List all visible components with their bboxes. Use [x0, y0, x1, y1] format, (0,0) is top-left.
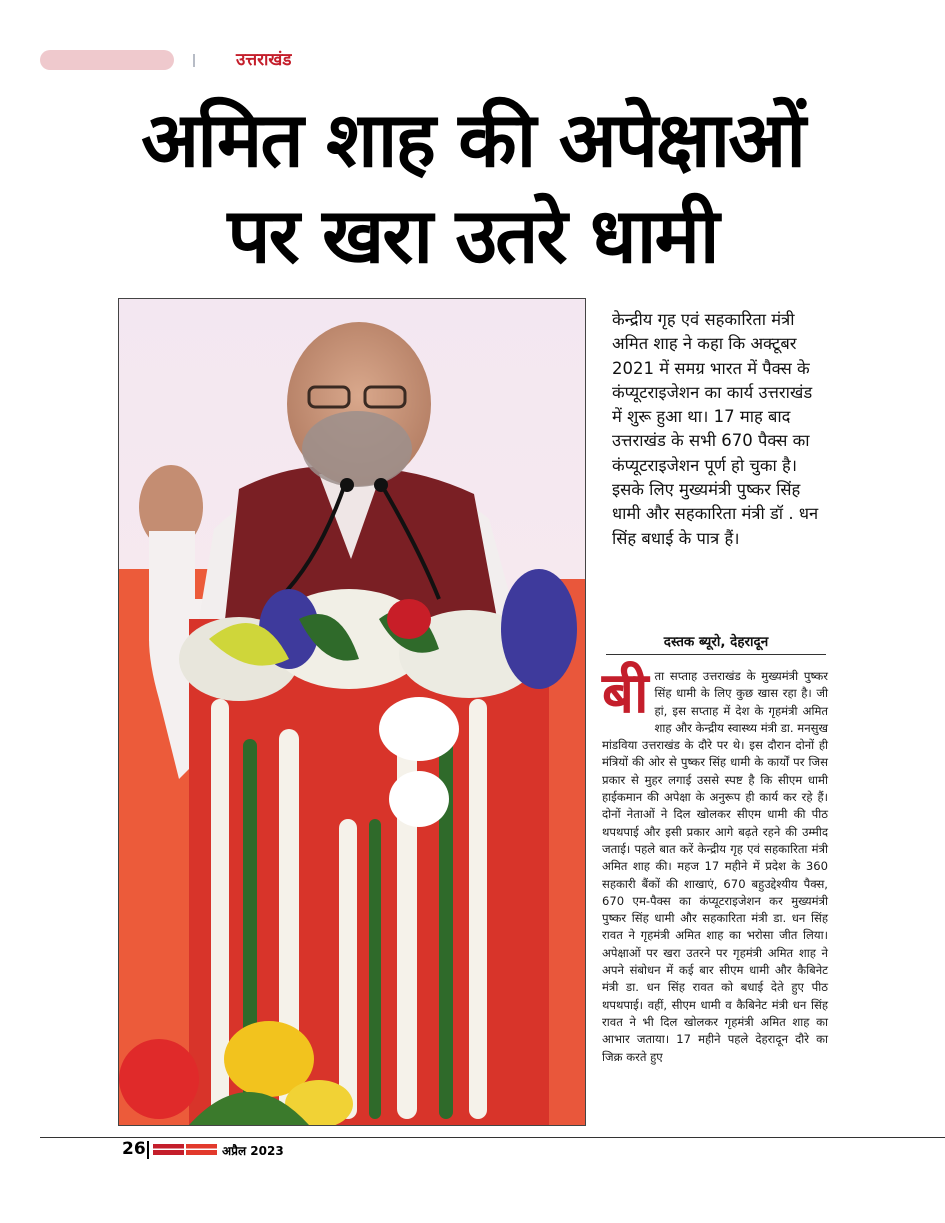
speaker-at-podium-image: [119, 299, 585, 1125]
headline: [40, 92, 905, 284]
footer-separator: [147, 1141, 149, 1159]
article-body: [602, 661, 828, 1066]
footer-rule: [40, 1137, 945, 1138]
section-label: उत्तराखंड: [236, 50, 292, 70]
issue-date: अप्रैल 2023: [222, 1144, 284, 1158]
header-separator: [193, 54, 195, 67]
dropcap: बी: [602, 661, 649, 726]
dastak-times-logo-icon: [153, 1143, 217, 1156]
article-body-text: ता सप्ताह उत्तराखंड के मुख्यमंत्री पुष्कर सिंह धामी के लिए कुछ खास रहा है। जी हां, इस सप्ताह में देश के गृहमंत्री अमित शाह और केन्द्रीय स्वास्थ्य मंत्री डा. मनसुख मांडविया उत्तराखंड के दौरे पर थे। इस दौरान दोनों ही मंत्रियों की ओर से पुष्कर सिंह धामी के कार्यों पर जिस प्रकार से मुहर लगाई उससे स्पष्ट है कि सीएम धामी हाईकमान की अपेक्षा के अनुरूप ही कार्य कर रहे हैं। दोनों नेताओं ने दिल खोलकर सीएम धामी की पीठ थपथपाई और इसी प्रकार आगे बढ़ते रहने की उम्मीद जताई। पहले बात करें केन्द्रीय गृह एवं सहकारिता मंत्री अमित शाह की। महज 17 महीने में प्रदेश के 360 सहकारी बैंकों की शाखाएं, 670 बहुउद्देश्यीय पैक्स, 670 एम-पैक्स का कंप्यूटराइजेशन कर मुख्यमंत्री पुष्कर सिंह धामी और सहकारिता मंत्री डा. धन सिंह रावत ने गृहमंत्री अमित शाह का भरोसा जीत लिया। अपेक्षाओं पर खरा उतरने पर गृहमंत्री अमित शाह ने अपने संबोधन में कई बार सीएम धामी और कैबिनेट मंत्री डा. धन सिंह रावत को बधाई देते हुए पीठ थपथपाई। वहीं, सीएम धामी व कैबिनेट मंत्री धन सिंह रावत ने भी दिल खोलकर गृहमंत्री अमित शाह का आभार जताया। 17 महीने पहले देहरादून दौरे का जिक्र करते हुए: [602, 669, 828, 1064]
header-pill: [40, 50, 174, 70]
headline-line-1: अमित शाह की अपेक्षाओं: [141, 95, 804, 184]
article-byline: दस्तक ब्यूरो, देहरादून: [606, 632, 826, 655]
article-photo: [118, 298, 586, 1126]
headline-line-2: पर खरा उतरे धामी: [227, 191, 718, 280]
page-number: 26: [122, 1139, 146, 1159]
intro-quote: केन्द्रीय गृह एवं सहकारिता मंत्री अमित शाह ने कहा कि अक्टूबर 2021 में समग्र भारत में पैक्स के कंप्यूटराइजेशन का कार्य उत्तराखंड में शुरू हुआ था। 17 माह बाद उत्तराखंड के सभी 670 पैक्स का कंप्यूटराइजेशन पूर्ण हो चुका है। इसके लिए मुख्यमंत्री पुष्कर सिंह धामी और सहकारिता मंत्री डॉ . धन सिंह बधाई के पात्र हैं।: [612, 310, 819, 548]
